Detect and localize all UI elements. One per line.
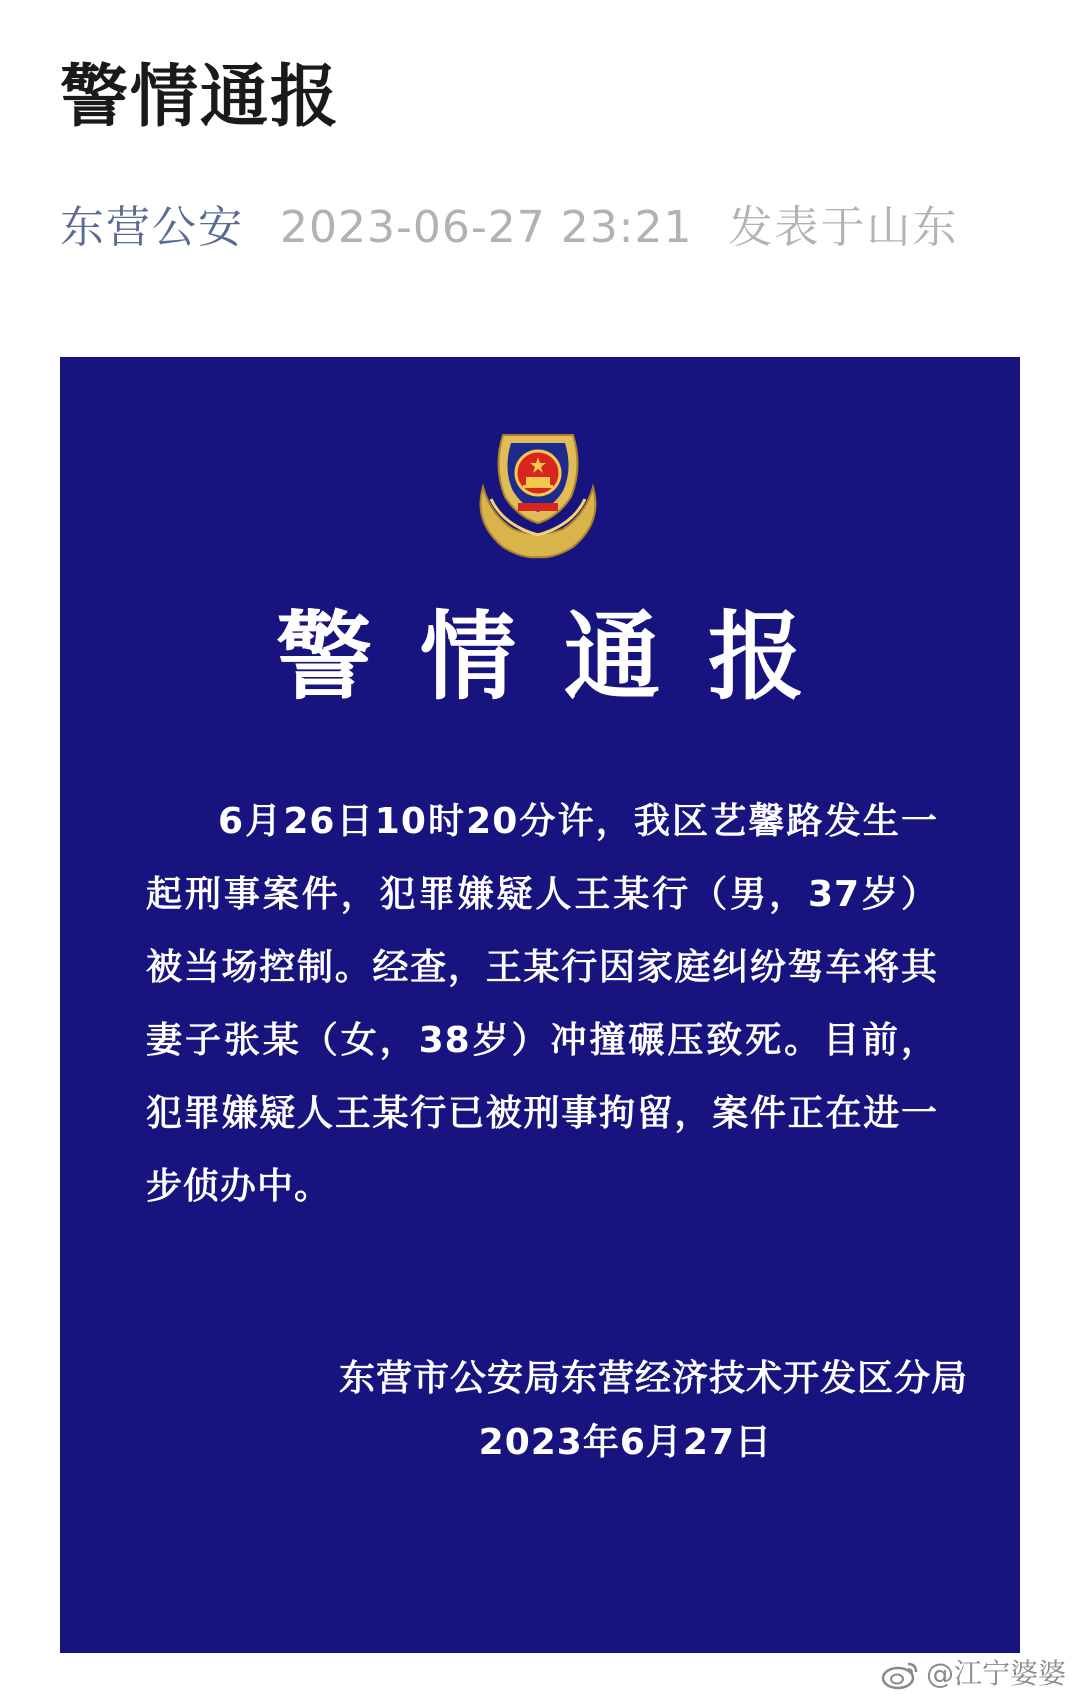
weibo-watermark bbox=[880, 1658, 1066, 1690]
publish-location: 发表于山东 bbox=[728, 202, 959, 253]
publish-datetime: 2023-06-27 23:21 bbox=[280, 202, 693, 253]
author-link[interactable]: 东营公安 bbox=[60, 202, 244, 253]
issue-date: 2023年6月27日 bbox=[478, 1422, 772, 1463]
police-emblem-icon bbox=[463, 417, 613, 567]
police-notice-image[interactable] bbox=[60, 357, 1020, 1653]
article-meta bbox=[60, 202, 959, 253]
notice-heading: 警情通报 bbox=[276, 601, 852, 713]
issuer: 东营市公安局东营经济技术开发区分局 bbox=[338, 1358, 968, 1399]
notice-signature bbox=[339, 1347, 968, 1475]
article-title: 警情通报 bbox=[60, 58, 341, 137]
weibo-icon bbox=[880, 1658, 920, 1690]
notice-body: 6月26日10时20分许，我区艺馨路发生一起刑事案件，犯罪嫌疑人王某行（男，37岁）被当场控制。经查，王某行因家庭纠纷驾车将其妻子张某（女，38岁）冲撞碾压致死。目前，犯罪嫌疑人王某行已被刑事拘留，案件正在进一步侦办中。 bbox=[146, 801, 938, 1207]
watermark-text: @江宁婆婆 bbox=[925, 1657, 1066, 1690]
